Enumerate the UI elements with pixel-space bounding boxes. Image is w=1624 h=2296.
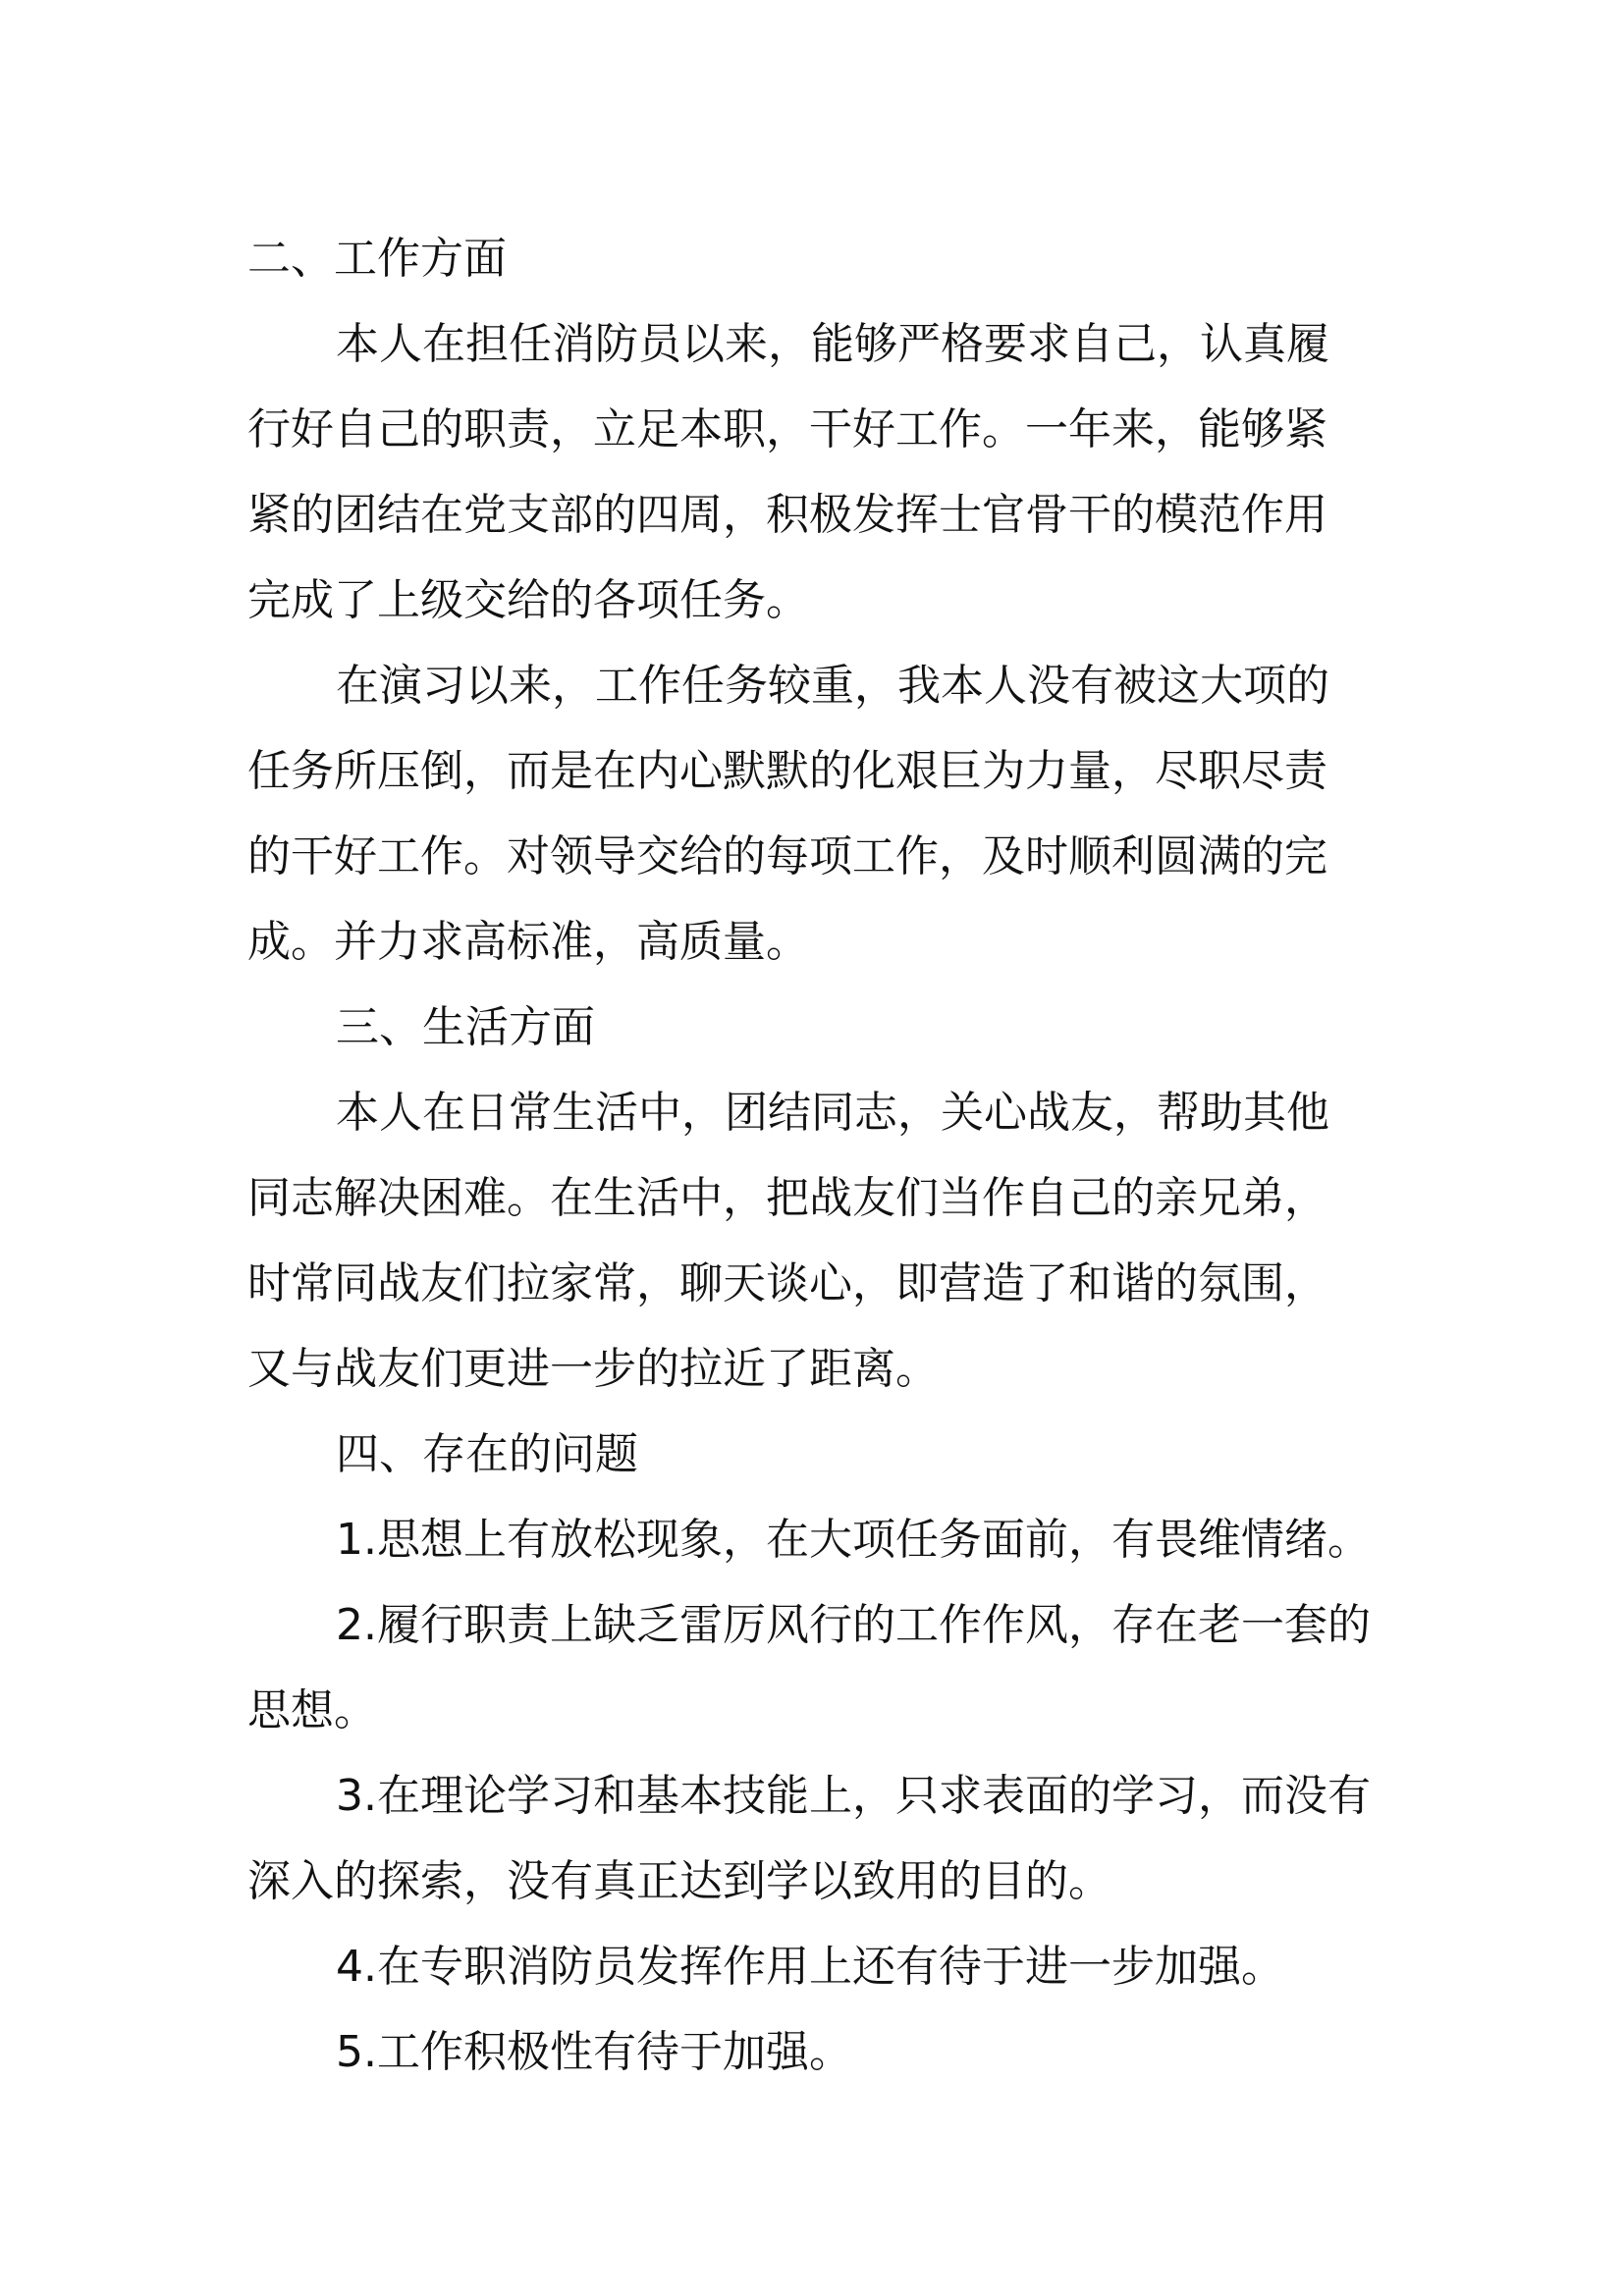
- list-item: 1.思想上有放松现象，在大项任务面前，有畏维情绪。: [336, 1515, 1371, 1565]
- list-item: 2.履行职责上缺乏雷厉风行的工作作风，存在老一套的: [336, 1600, 1371, 1650]
- paragraph-line: 本人在日常生活中，团结同志，关心战友，帮助其他: [336, 1088, 1329, 1138]
- list-item: 5.工作积极性有待于加强。: [336, 2027, 852, 2077]
- section-heading-work: 二、工作方面: [247, 234, 507, 284]
- paragraph-line: 在演习以来，工作任务较重，我本人没有被这大项的: [336, 661, 1329, 711]
- list-item-continuation: 深入的探索，没有真正达到学以致用的目的。: [247, 1856, 1111, 1906]
- paragraph-line: 同志解决困难。在生活中，把战友们当作自己的亲兄弟，: [247, 1173, 1327, 1223]
- paragraph-line: 本人在担任消防员以来，能够严格要求自己，认真履: [336, 319, 1329, 369]
- list-item: 3.在理论学习和基本技能上，只求表面的学习，而没有: [336, 1771, 1371, 1821]
- section-heading-problems: 四、存在的问题: [336, 1429, 638, 1479]
- list-item: 4.在专职消防员发挥作用上还有待于进一步加强。: [336, 1942, 1284, 1992]
- paragraph-line: 行好自己的职责，立足本职，干好工作。一年来，能够紧: [247, 404, 1327, 454]
- document-body: [247, 216, 1386, 2095]
- paragraph-line: 又与战友们更进一步的拉近了距离。: [247, 1344, 939, 1394]
- paragraph-line: 时常同战友们拉家常，聊天谈心，即营造了和谐的氛围，: [247, 1258, 1327, 1308]
- list-item-continuation: 思想。: [247, 1685, 377, 1735]
- paragraph-line: 紧的团结在党支部的四周，积极发挥士官骨干的模范作用: [247, 490, 1327, 540]
- paragraph-line: 的干好工作。对领导交给的每项工作，及时顺利圆满的完: [247, 831, 1327, 881]
- paragraph-line: 成。并力求高标准，高质量。: [247, 917, 809, 967]
- section-heading-life: 三、生活方面: [336, 1002, 595, 1052]
- paragraph-line: 任务所压倒，而是在内心默默的化艰巨为力量，尽职尽责: [247, 746, 1327, 796]
- paragraph-line: 完成了上级交给的各项任务。: [247, 575, 809, 625]
